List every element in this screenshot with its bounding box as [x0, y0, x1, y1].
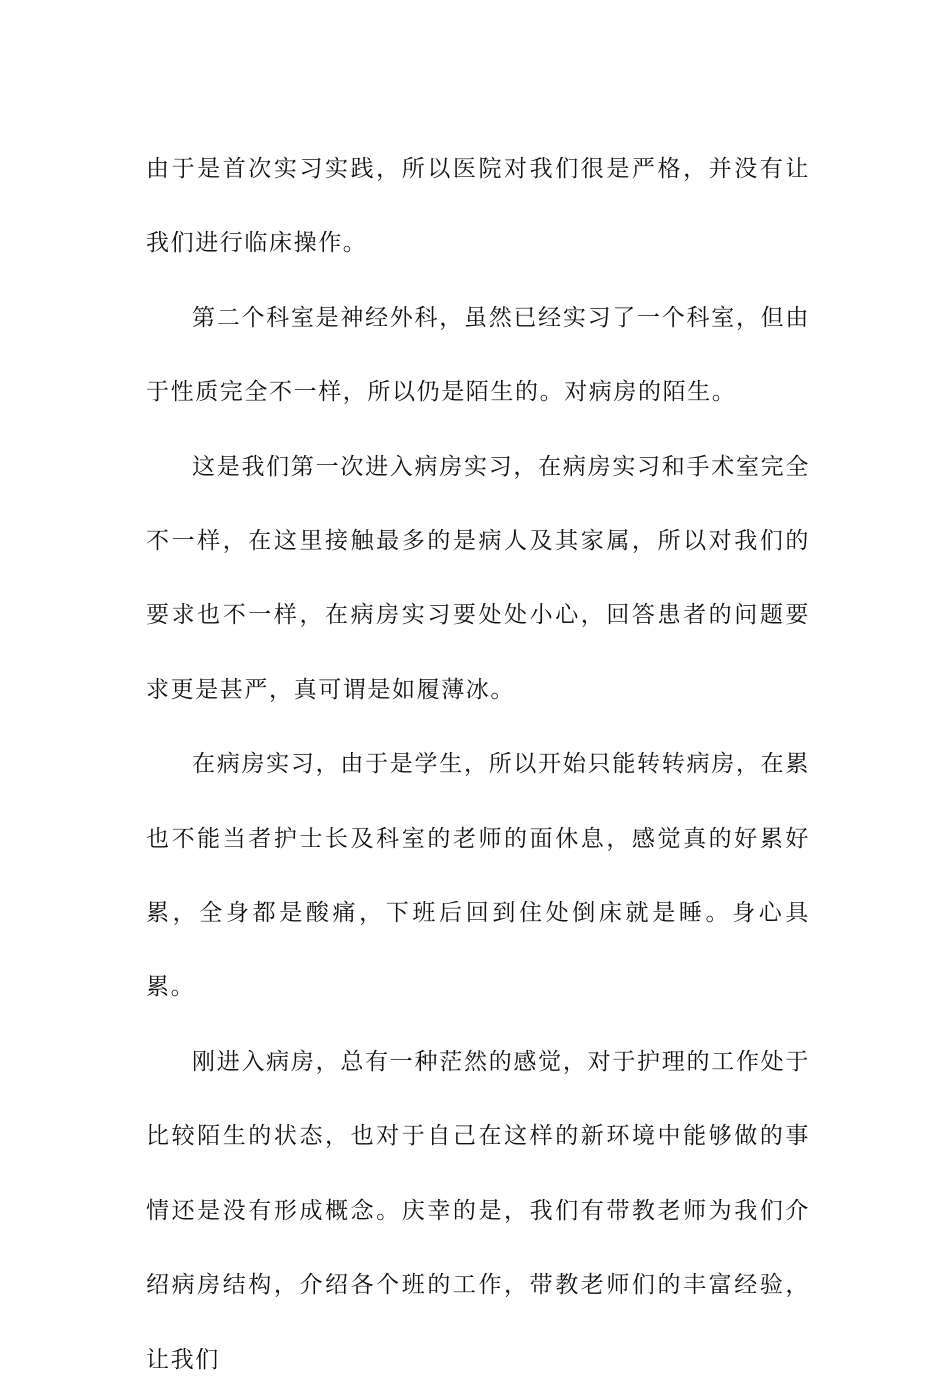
- paragraph-first-ward-internship: 这是我们第一次进入病房实习，在病房实习和手术室完全不一样，在这里接触最多的是病人及其家属，所以对我们的要求也不一样，在病房实习要处处小心，回答患者的问题要求更是甚严，真可谓是如履薄冰。: [146, 453, 810, 703]
- paragraph-continuation: 由于是首次实习实践，所以医院对我们很是严格，并没有让我们进行临床操作。: [146, 156, 810, 257]
- paragraph-second-department: 第二个科室是神经外科，虽然已经实习了一个科室，但由于性质完全不一样，所以仍是陌生的。对病房的陌生。: [146, 304, 810, 406]
- paragraph-entering-ward: 刚进入病房，总有一种茫然的感觉，对于护理的工作处于比较陌生的状态，也对于自己在这样的新环境中能够做的事情还是没有形成概念。庆幸的是，我们有带教老师为我们介绍病房结构，介绍各个班的工作，带教老师们的丰富经验，让我们: [146, 1048, 810, 1373]
- paragraph-ward-fatigue: 在病房实习，由于是学生，所以开始只能转转病房，在累也不能当者护士长及科室的老师的面休息，感觉真的好累好累，全身都是酸痛，下班后回到住处倒床就是睡。身心具累。: [146, 751, 810, 1001]
- document-body: [146, 132, 810, 1397]
